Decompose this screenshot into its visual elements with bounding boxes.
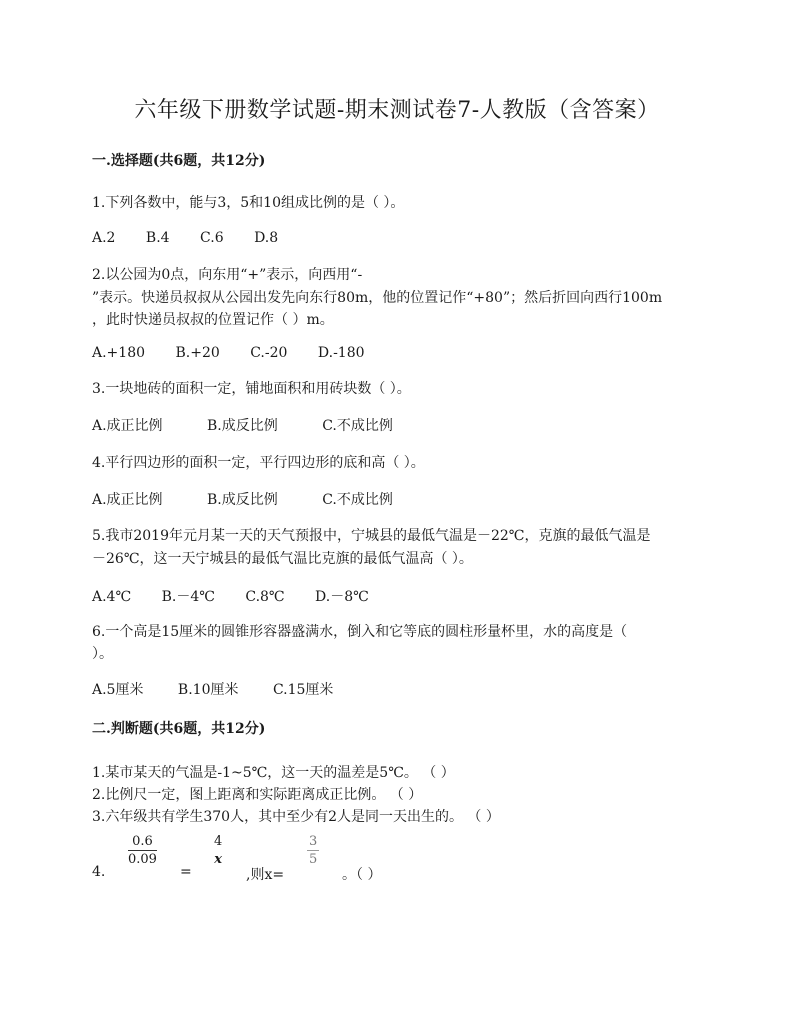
question-3-options (92, 415, 419, 435)
fraction-3-denominator: 5 (309, 852, 318, 867)
question-5-line-1: 5.我市2019年元月某一天的天气预报中，宁城县的最低气温是－22℃，克旗的最低气温是 (92, 528, 651, 544)
question-5-options (92, 586, 395, 606)
question-2-line-3: ，此时快递员叔叔的位置记作（ ）m。 (92, 312, 334, 328)
question-1-options (92, 230, 304, 246)
option-d: D.－8℃ (315, 589, 369, 605)
question-3: 3.一块地砖的面积一定，铺地面积和用砖块数（ ）。 (92, 381, 411, 397)
judgment-4-tail: 。（ ） (342, 867, 382, 883)
equals-sign: = (180, 864, 192, 880)
option-a: A.成正比例 (92, 418, 163, 434)
option-c: C.15厘米 (272, 682, 334, 698)
question-5-line-2: －26℃，这一天宁城县的最低气温比克旗的最低气温高（ ）。 (92, 551, 473, 567)
section-heading-judgment: 二.判断题(共6题，共12分) (92, 721, 266, 737)
option-b: B.4 (145, 230, 170, 246)
judgment-3: 3.六年级共有学生370人，其中至少有2人是同一天出生的。 （ ） (92, 809, 500, 825)
judgment-4-number: 4. (92, 864, 106, 880)
fraction-1-numerator: 0.6 (132, 834, 153, 849)
option-b: B.成反比例 (207, 418, 278, 434)
option-a: A.4℃ (92, 589, 132, 605)
question-4: 4.平行四边形的面积一定，平行四边形的底和高（ ）。 (92, 455, 425, 471)
option-c: C.-20 (250, 345, 288, 361)
judgment-1: 1.某市某天的气温是-1~5℃，这一天的温差是5℃。 （ ） (92, 765, 455, 781)
question-2-line-1: 2.以公园为0点，向东用“+”表示，向西用“- (92, 267, 363, 283)
question-2-line-2: ”表示。快递员叔叔从公园出发先向东行80m，他的位置记作“+80”；然后折回向西行100m (92, 290, 663, 306)
option-a: A.+180 (92, 345, 146, 361)
fraction-2 (212, 834, 224, 867)
question-4-options (92, 489, 419, 509)
option-b: B.10厘米 (177, 682, 239, 698)
fraction-3-numerator: 3 (309, 834, 318, 849)
judgment-4-then: ,则x= (246, 867, 285, 883)
option-c: C.不成比例 (322, 492, 393, 508)
option-b: B.成反比例 (207, 492, 278, 508)
option-c: C.不成比例 (322, 418, 393, 434)
option-b: B.－4℃ (161, 589, 215, 605)
option-c: C.6 (200, 230, 224, 246)
option-c: C.8℃ (245, 589, 285, 605)
fraction-2-denominator: x (214, 852, 223, 867)
option-b: B.+20 (175, 345, 220, 361)
fraction-1-denominator: 0.09 (128, 852, 157, 867)
judgment-2: 2.比例尺一定，图上距离和实际距离成正比例。 （ ） (92, 787, 423, 803)
page-title: 六年级下册数学试题-期末测试卷7-人教版（含答案） (134, 98, 660, 123)
question-6-line-2: ）。 (92, 646, 113, 662)
fraction-2-numerator: 4 (214, 834, 223, 849)
option-a: A.成正比例 (92, 492, 163, 508)
option-a: A.5厘米 (92, 682, 144, 698)
option-d: D.-180 (317, 345, 365, 361)
option-d: D.8 (254, 230, 279, 246)
question-6-options (92, 679, 359, 699)
fraction-3 (307, 834, 319, 867)
question-6-line-1: 6.一个高是15厘米的圆锥形容器盛满水，倒入和它等底的圆柱形量杯里，水的高度是（ (92, 624, 628, 640)
question-1: 1.下列各数中，能与3，5和10组成比例的是（ ）。 (92, 195, 405, 211)
question-2-options (92, 345, 391, 361)
fraction-1 (128, 834, 157, 867)
option-a: A.2 (92, 230, 116, 246)
section-heading-choice: 一.选择题(共6题，共12分) (92, 153, 266, 169)
